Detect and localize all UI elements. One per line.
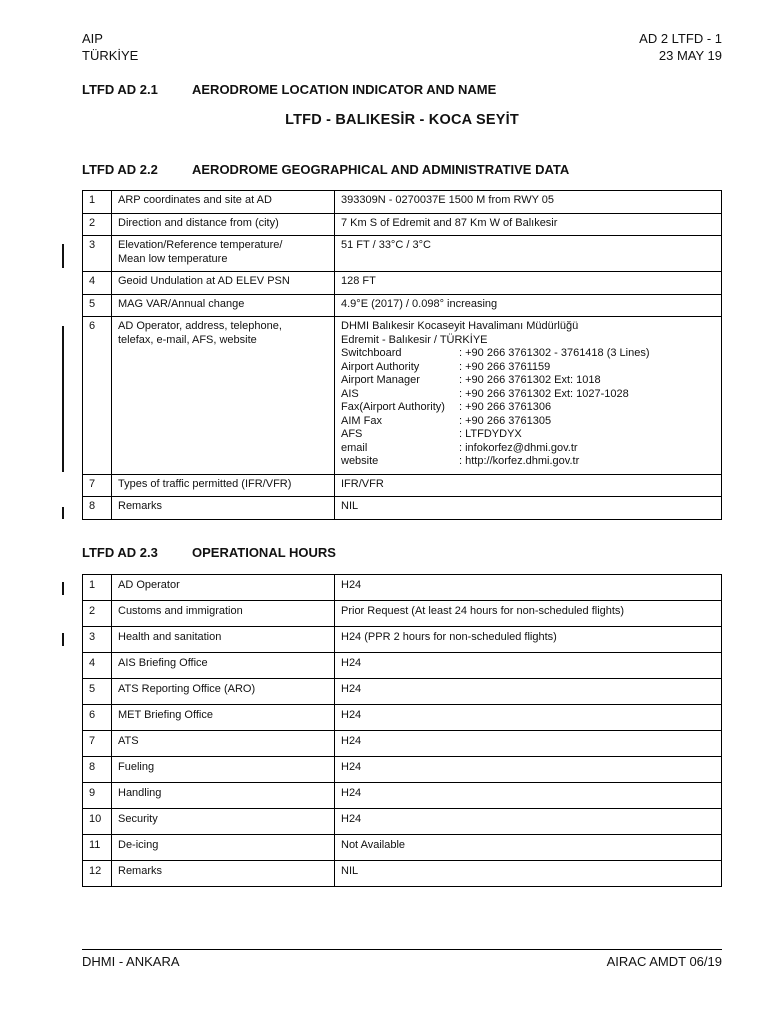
row-number: 6 bbox=[83, 317, 112, 475]
change-bar bbox=[62, 507, 64, 519]
contact-value: : +90 266 3761302 Ext: 1018 bbox=[459, 374, 601, 386]
section-title: AERODROME GEOGRAPHICAL AND ADMINISTRATIVE DATA bbox=[192, 162, 570, 177]
row-number: 12 bbox=[83, 861, 112, 887]
row-label: Customs and immigration bbox=[112, 601, 335, 627]
table-row bbox=[83, 191, 722, 214]
table-row bbox=[83, 497, 722, 520]
row-value: NIL bbox=[335, 497, 722, 520]
contact-entry bbox=[341, 374, 715, 388]
table-row bbox=[83, 317, 722, 475]
header-country: TÜRKİYE bbox=[82, 48, 139, 63]
row-number: 3 bbox=[83, 236, 112, 272]
table-row bbox=[83, 575, 722, 601]
row-label: ARP coordinates and site at AD bbox=[112, 191, 335, 214]
row-value: Not Available bbox=[335, 835, 722, 861]
contact-key: AFS bbox=[341, 428, 363, 440]
table-row bbox=[83, 213, 722, 236]
row-value: 7 Km S of Edremit and 87 Km W of Balıkesir bbox=[335, 213, 722, 236]
page-header-right bbox=[639, 30, 722, 64]
contact-key: website bbox=[341, 455, 379, 467]
page-header-left bbox=[82, 30, 138, 64]
contact-value: : +90 266 3761302 - 3761418 (3 Lines) bbox=[459, 347, 650, 359]
section-code: LTFD AD 2.1 bbox=[82, 82, 158, 97]
row-label: Remarks bbox=[112, 861, 335, 887]
footer-left: DHMI - ANKARA bbox=[82, 954, 180, 969]
row-label: ATS Reporting Office (ARO) bbox=[112, 679, 335, 705]
table-row bbox=[83, 236, 722, 272]
contact-value: : LTFDYDYX bbox=[459, 428, 522, 440]
row-number: 5 bbox=[83, 294, 112, 317]
row-number: 2 bbox=[83, 601, 112, 627]
section-code: LTFD AD 2.2 bbox=[82, 162, 158, 177]
row-label: Geoid Undulation at AD ELEV PSN bbox=[112, 272, 335, 295]
row-label: MET Briefing Office bbox=[112, 705, 335, 731]
table-row bbox=[83, 653, 722, 679]
change-bar bbox=[62, 633, 64, 646]
change-bar bbox=[62, 244, 64, 268]
table-row bbox=[83, 861, 722, 887]
header-date: 23 MAY 19 bbox=[658, 48, 722, 63]
row-label: Types of traffic permitted (IFR/VFR) bbox=[112, 474, 335, 497]
row-number: 6 bbox=[83, 705, 112, 731]
row-value: H24 bbox=[335, 757, 722, 783]
contact-value: : +90 266 3761159 bbox=[459, 360, 551, 373]
contact-entry bbox=[341, 401, 715, 415]
row-number: 7 bbox=[83, 731, 112, 757]
row-number: 10 bbox=[83, 809, 112, 835]
operational-hours-table bbox=[82, 574, 722, 887]
row-label bbox=[112, 236, 335, 272]
table-row bbox=[83, 757, 722, 783]
table-row bbox=[83, 601, 722, 627]
table-row bbox=[83, 705, 722, 731]
row-value: H24 bbox=[335, 731, 722, 757]
operator-name: DHMI Balıkesir Kocaseyit Havalimanı Müdürlüğü bbox=[341, 320, 579, 332]
row-value: H24 bbox=[335, 653, 722, 679]
row-number: 9 bbox=[83, 783, 112, 809]
table-row bbox=[83, 474, 722, 497]
row-number: 7 bbox=[83, 474, 112, 497]
row-value: IFR/VFR bbox=[335, 474, 722, 497]
row-label: De-icing bbox=[112, 835, 335, 861]
header-aip: AIP bbox=[82, 31, 103, 46]
row-label: ATS bbox=[112, 731, 335, 757]
contact-key: AIM Fax bbox=[341, 414, 382, 427]
table-row bbox=[83, 627, 722, 653]
header-page-ref: AD 2 LTFD - 1 bbox=[639, 31, 722, 46]
row-value: H24 bbox=[335, 783, 722, 809]
row-number: 8 bbox=[83, 757, 112, 783]
table-row bbox=[83, 272, 722, 295]
footer-right: AIRAC AMDT 06/19 bbox=[606, 954, 722, 969]
row-number: 1 bbox=[83, 575, 112, 601]
operator-address: Edremit - Balıkesir / TÜRKİYE bbox=[341, 333, 488, 346]
row-number: 4 bbox=[83, 653, 112, 679]
row-number: 5 bbox=[83, 679, 112, 705]
table-row bbox=[83, 783, 722, 809]
table-row bbox=[83, 294, 722, 317]
contact-value: : +90 266 3761306 bbox=[459, 401, 552, 413]
row-label: Remarks bbox=[112, 497, 335, 520]
row-number: 3 bbox=[83, 627, 112, 653]
row-label-line: Elevation/Reference temperature/ bbox=[118, 239, 283, 251]
contact-key: Fax(Airport Authority) bbox=[341, 401, 445, 413]
table-row bbox=[83, 835, 722, 861]
contact-value: : infokorfez@dhmi.gov.tr bbox=[459, 441, 578, 454]
row-label: Security bbox=[112, 809, 335, 835]
row-number: 2 bbox=[83, 213, 112, 236]
row-value bbox=[335, 317, 722, 475]
contact-entry bbox=[341, 428, 715, 442]
row-number: 11 bbox=[83, 835, 112, 861]
contact-key: Airport Manager bbox=[341, 374, 420, 386]
row-label: MAG VAR/Annual change bbox=[112, 294, 335, 317]
row-number: 1 bbox=[83, 191, 112, 214]
footer-rule bbox=[82, 949, 722, 950]
row-label: Health and sanitation bbox=[112, 627, 335, 653]
section-2-2-heading bbox=[82, 162, 569, 177]
row-label-line: AD Operator, address, telephone, bbox=[118, 320, 282, 332]
row-value: 51 FT / 33°C / 3°C bbox=[335, 236, 722, 272]
contact-key: AIS bbox=[341, 387, 359, 400]
row-label-line: telefax, e-mail, AFS, website bbox=[118, 333, 257, 346]
row-value: H24 bbox=[335, 679, 722, 705]
row-value: H24 bbox=[335, 575, 722, 601]
contact-entry bbox=[341, 415, 715, 429]
contact-key: Airport Authority bbox=[341, 360, 420, 373]
row-label: Fueling bbox=[112, 757, 335, 783]
section-2-3-heading bbox=[82, 545, 336, 560]
change-bar bbox=[62, 326, 64, 472]
section-code: LTFD AD 2.3 bbox=[82, 545, 158, 560]
contact-entry bbox=[341, 455, 715, 469]
table-row bbox=[83, 679, 722, 705]
row-value: Prior Request (At least 24 hours for non-scheduled flights) bbox=[335, 601, 722, 627]
section-title: OPERATIONAL HOURS bbox=[192, 545, 336, 560]
row-value: NIL bbox=[335, 861, 722, 887]
table-row bbox=[83, 731, 722, 757]
contact-key: Switchboard bbox=[341, 347, 402, 359]
contact-value: : +90 266 3761305 bbox=[459, 414, 552, 427]
table-row bbox=[83, 809, 722, 835]
aerodrome-name: LTFD - BALIKESİR - KOCA SEYİT bbox=[285, 112, 519, 128]
row-value: 393309N - 0270037E 1500 M from RWY 05 bbox=[335, 191, 722, 214]
row-number: 4 bbox=[83, 272, 112, 295]
change-bar bbox=[62, 582, 64, 595]
row-value: H24 bbox=[335, 809, 722, 835]
contact-value: : http://korfez.dhmi.gov.tr bbox=[459, 455, 580, 467]
row-value: H24 bbox=[335, 705, 722, 731]
contact-entry bbox=[341, 361, 715, 375]
contact-key: email bbox=[341, 441, 368, 454]
row-label-line: Mean low temperature bbox=[118, 252, 228, 265]
row-label: Handling bbox=[112, 783, 335, 809]
row-label bbox=[112, 317, 335, 475]
contact-entry bbox=[341, 388, 715, 402]
row-value: 128 FT bbox=[335, 272, 722, 295]
row-value: H24 (PPR 2 hours for non-scheduled flights) bbox=[335, 627, 722, 653]
row-label: Direction and distance from (city) bbox=[112, 213, 335, 236]
contact-entry bbox=[341, 347, 715, 361]
row-number: 8 bbox=[83, 497, 112, 520]
section-2-1-heading bbox=[82, 82, 496, 97]
contact-value: : +90 266 3761302 Ext: 1027-1028 bbox=[459, 387, 629, 400]
section-title: AERODROME LOCATION INDICATOR AND NAME bbox=[192, 82, 497, 97]
row-label: AD Operator bbox=[112, 575, 335, 601]
contact-entry bbox=[341, 442, 715, 456]
row-value: 4.9°E (2017) / 0.098° increasing bbox=[335, 294, 722, 317]
row-label: AIS Briefing Office bbox=[112, 653, 335, 679]
geo-admin-table bbox=[82, 190, 722, 520]
